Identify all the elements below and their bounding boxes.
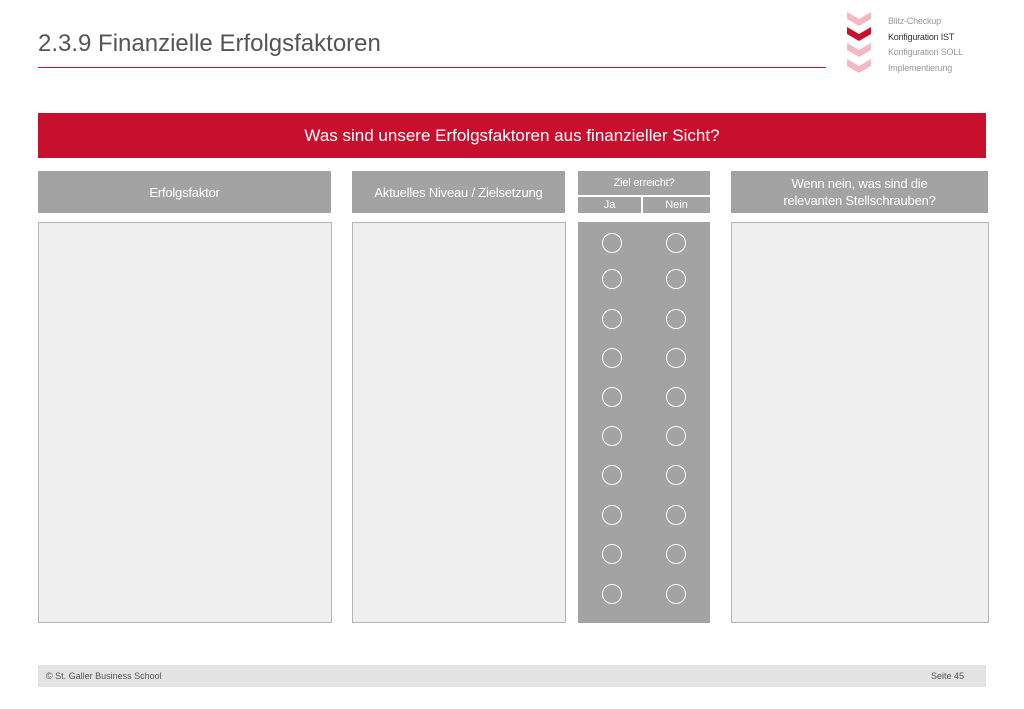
goal-no-circle[interactable] <box>666 269 686 289</box>
goal-yes-circle[interactable] <box>602 426 622 446</box>
title-divider <box>38 67 826 68</box>
page-title: 2.3.9 Finanzielle Erfolgsfaktoren <box>38 30 381 57</box>
nav-item-konfiguration-ist[interactable]: Konfiguration IST <box>888 31 955 42</box>
goal-yes-circle[interactable] <box>602 465 622 485</box>
goal-no-circle[interactable] <box>666 348 686 368</box>
goal-no-circle[interactable] <box>666 584 686 604</box>
footer-bar <box>38 665 986 687</box>
goal-yes-circle[interactable] <box>602 544 622 564</box>
level-input-area[interactable] <box>352 222 566 623</box>
chevron-icon <box>847 59 871 73</box>
factor-input-area[interactable] <box>38 222 332 623</box>
goal-no-circle[interactable] <box>666 505 686 525</box>
levers-input-area[interactable] <box>731 222 989 623</box>
column-header-factor: Erfolgsfaktor <box>38 171 331 213</box>
goal-yes-circle[interactable] <box>602 387 622 407</box>
column-header-goal: Ziel erreicht? <box>578 171 710 195</box>
chevron-icon <box>847 12 871 26</box>
goal-checkbox-column <box>578 222 710 623</box>
subheader-yes: Ja <box>578 197 641 213</box>
chevron-icon <box>847 43 871 57</box>
goal-no-circle[interactable] <box>666 544 686 564</box>
question-banner: Was sind unsere Erfolgsfaktoren aus finanzieller Sicht? <box>38 113 986 158</box>
goal-no-circle[interactable] <box>666 309 686 329</box>
column-header-levers-line2: relevanten Stellschrauben? <box>783 193 936 208</box>
goal-no-circle[interactable] <box>666 233 686 253</box>
column-header-level: Aktuelles Niveau / Zielsetzung <box>352 171 565 213</box>
goal-no-circle[interactable] <box>666 387 686 407</box>
nav-item-implementierung[interactable]: Implementierung <box>888 62 953 73</box>
nav-chevrons <box>846 10 872 76</box>
goal-yes-circle[interactable] <box>602 505 622 525</box>
goal-no-circle[interactable] <box>666 465 686 485</box>
goal-yes-circle[interactable] <box>602 309 622 329</box>
column-header-levers <box>731 171 988 213</box>
subheader-no: Nein <box>643 197 710 213</box>
goal-no-circle[interactable] <box>666 426 686 446</box>
nav-item-konfiguration-soll[interactable]: Konfiguration SOLL <box>888 47 963 57</box>
goal-yes-circle[interactable] <box>602 269 622 289</box>
chevron-icon-active <box>847 27 871 41</box>
goal-yes-circle[interactable] <box>602 584 622 604</box>
nav-item-blitz-checkup[interactable]: Blitz-Checkup <box>888 16 941 26</box>
footer-page-number: Seite 45 <box>930 671 964 681</box>
goal-yes-circle[interactable] <box>602 233 622 253</box>
column-header-levers-line1: Wenn nein, was sind die <box>791 176 928 191</box>
goal-yes-circle[interactable] <box>602 348 622 368</box>
footer-copyright: © St. Galler Business School <box>46 671 162 681</box>
